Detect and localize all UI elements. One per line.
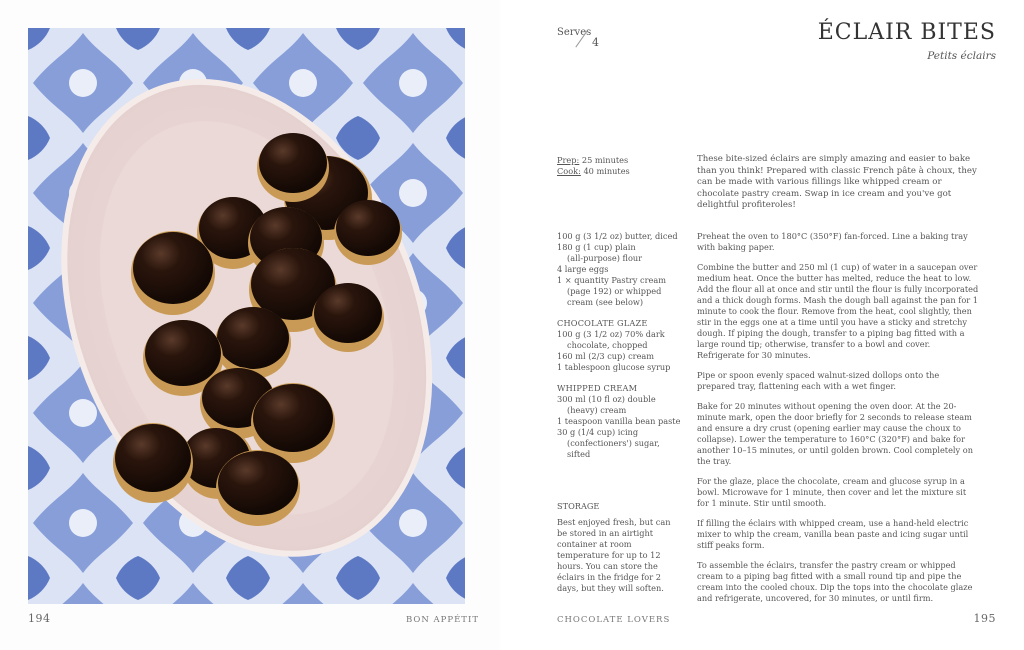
serves-indicator xyxy=(557,27,599,49)
cream-heading: WHIPPED CREAM xyxy=(557,383,638,393)
ingredient-line: 100 g (3 1/2 oz) butter, diced xyxy=(557,231,678,241)
method-step: To assemble the éclairs, transfer the pastry cream or whipped cream to a piping bag fitted with a small round tip and pipe the cream into the cooled choux. Dip the tops into the chocolate glaze and refrigerate, uncovered, for 30 minutes, or until firm. xyxy=(697,560,973,603)
method-step: Combine the butter and 250 ml (1 cup) of water in a saucepan over medium heat. Once the butter has melted, reduce the heat to low. Add the flour all at once and stir until the flour is fully incorporated and a thick dough forms. Mash the dough ball against the pan for 1 minute to cook the flour. Remove from the heat, cool slightly, then stir in the eggs one at a time until you have a sticky and stretchy dough. If piping the dough, transfer to a piping bag fitted with a large round tip; otherwise, transfer to a bowl and cover. Refrigerate for 30 minutes. xyxy=(697,262,979,360)
ingredient-line: 1 teaspoon vanilla bean paste xyxy=(557,416,681,426)
storage-heading: STORAGE xyxy=(557,501,600,511)
eclair-bites-photo xyxy=(28,28,465,604)
ingredient-line: (all-purpose) flour xyxy=(567,253,643,263)
ingredient-line: 180 g (1 cup) plain xyxy=(557,242,636,252)
method-step: Pipe or spoon evenly spaced walnut-sized dollops onto the prepared tray, flattening each with a wet finger. xyxy=(697,370,940,391)
method-step: For the glaze, place the chocolate, cream and glucose syrup in a bowl. Microwave for 1 minute, then cover and let the mixture sit for 1 minute. Stir until smooth. xyxy=(697,476,967,508)
glaze-heading: CHOCOLATE GLAZE xyxy=(557,318,648,328)
cook-label: Cook: xyxy=(557,166,581,176)
storage-text: Best enjoyed fresh, but can be stored in an airtight container at room temperature for up to 12 hours. You can store the éclairs in the fridge for 2 days, but they will soften. xyxy=(557,517,671,593)
ingredient-line: cream (see below) xyxy=(567,297,644,307)
serves-value: 4 xyxy=(592,36,599,49)
left-page xyxy=(0,0,500,650)
ingredient-line: 300 ml (10 fl oz) double xyxy=(557,394,656,404)
folio-right: 195 xyxy=(973,612,996,625)
method-steps xyxy=(697,231,979,613)
ingredient-line: 4 large eggs xyxy=(557,264,609,274)
folio-left: 194 xyxy=(28,612,51,625)
serves-label: Serves xyxy=(557,27,592,38)
prep-value: 25 minutes xyxy=(581,155,629,165)
ingredients-cream xyxy=(557,394,682,460)
recipe-subtitle: Petits éclairs xyxy=(927,50,996,62)
ingredient-line: sifted xyxy=(567,449,591,459)
method-step: If filling the éclairs with whipped cream, use a hand-held electric mixer to whip the cream, vanilla bean paste and icing sugar until stiff peaks form. xyxy=(697,518,969,550)
ingredient-line: chocolate, chopped xyxy=(567,340,648,350)
storage-section xyxy=(557,501,682,594)
ingredient-line: 30 g (1/4 cup) icing xyxy=(557,427,639,437)
ingredient-line: (heavy) cream xyxy=(567,405,627,415)
ingredient-line: (confectioners') sugar, xyxy=(567,438,660,448)
recipe-times xyxy=(557,155,682,177)
recipe-title: ÉCLAIR BITES xyxy=(817,20,996,45)
running-head-right: CHOCOLATE LOVERS xyxy=(557,615,671,625)
ingredients-list xyxy=(557,231,682,460)
cook-value: 40 minutes xyxy=(583,166,630,176)
ingredient-line: 1 × quantity Pastry cream xyxy=(557,275,667,285)
ingredient-line: (page 192) or whipped xyxy=(567,286,662,296)
ingredient-line: 160 ml (2/3 cup) cream xyxy=(557,351,655,361)
ingredient-line: 100 g (3 1/2 oz) 70% dark xyxy=(557,329,665,339)
method-step: Bake for 20 minutes without opening the oven door. At the 20-minute mark, open the door briefly for 2 seconds to release steam and ensure a dry crust (opening earlier may cause the choux to collapse). Lower the temperature to 160°C (320°F) and bake for another 10–15 minutes, or until golden brown. Cool completely on the tray. xyxy=(697,401,973,466)
ingredients-main xyxy=(557,231,682,308)
recipe-intro: These bite-sized éclairs are simply amazing and easier to bake than you think! Prepared with classic French pâte à choux, they can be made with various fillings like whipped cream or chocolate pastry cream. Swap in ice cream and you've got delightful profiteroles! xyxy=(697,154,977,210)
ingredient-line: 1 tablespoon glucose syrup xyxy=(557,362,671,372)
running-head-left: BON APPÉTIT xyxy=(406,615,479,625)
prep-label: Prep: xyxy=(557,155,580,165)
method-step: Preheat the oven to 180°C (350°F) fan-forced. Line a baking tray with baking paper. xyxy=(697,231,968,252)
ingredients-glaze xyxy=(557,329,682,373)
